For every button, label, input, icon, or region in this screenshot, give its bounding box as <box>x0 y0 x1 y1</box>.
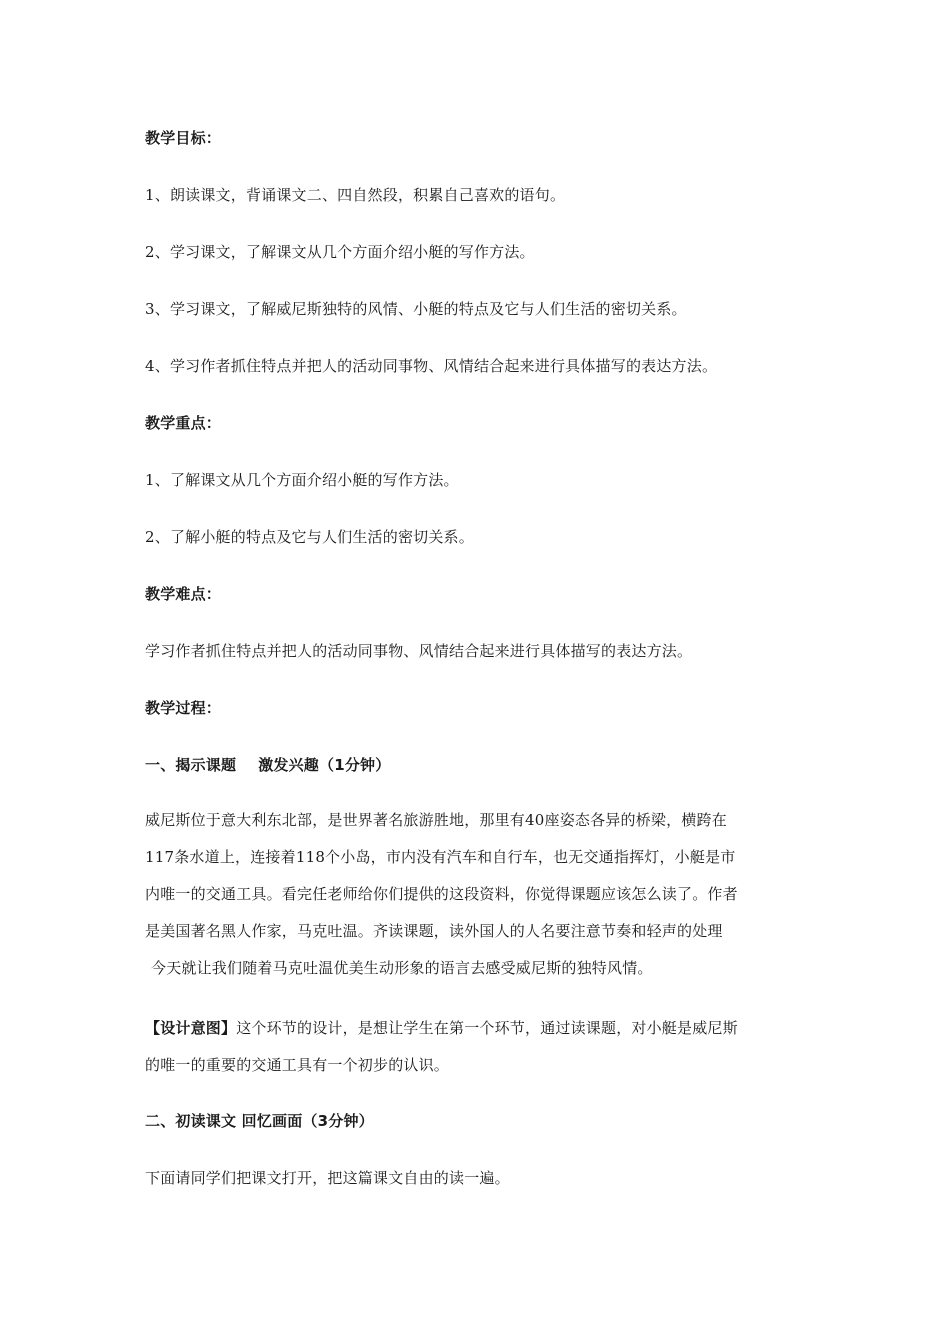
objective-item-3: 3、学习课文，了解威尼斯独特的风情、小艇的特点及它与人们生活的密切关系。 <box>145 300 687 318</box>
key-points-heading: 教学重点： <box>145 414 222 432</box>
section1-title <box>145 755 390 775</box>
objective-item-1: 1、朗读课文，背诵课文二、四自然段，积累自己喜欢的语句。 <box>145 186 566 204</box>
section1-title-part-b: 激发兴趣（1分钟） <box>258 756 391 774</box>
section1-title-part-a: 一、揭示课题 <box>145 756 237 774</box>
section2-title: 二、初读课文 回忆画面（3分钟） <box>145 1112 374 1130</box>
section2-text: 下面请同学们把课文打开，把这篇课文自由的读一遍。 <box>145 1169 510 1187</box>
key-point-item-1: 1、了解课文从几个方面介绍小艇的写作方法。 <box>145 471 459 489</box>
paragraph-line: 这个环节的设计，是想让学生在第一个环节，通过读课题，对小艇是威尼斯 <box>236 1019 738 1037</box>
paragraph-line: 117条水道上，连接着118个小岛，市内没有汽车和自行车，也无交通指挥灯，小艇是市 <box>145 848 736 866</box>
key-point-item-2: 2、了解小艇的特点及它与人们生活的密切关系。 <box>145 528 474 546</box>
paragraph-line: 的唯一的重要的交通工具有一个初步的认识。 <box>145 1056 450 1074</box>
difficulties-text: 学习作者抓住特点并把人的活动同事物、风情结合起来进行具体描写的表达方法。 <box>145 642 693 660</box>
paragraph-line: 是美国著名黑人作家，马克吐温。齐读课题，读外国人的人名要注意节奏和轻声的处理 <box>145 922 723 940</box>
design-intent-label: 【设计意图】 <box>145 1019 237 1037</box>
difficulties-heading: 教学难点： <box>145 585 222 603</box>
paragraph-line: 内唯一的交通工具。看完任老师给你们提供的这段资料，你觉得课题应该怎么读了。作者 <box>145 885 738 903</box>
objectives-heading: 教学目标： <box>145 129 222 147</box>
section1-paragraph <box>145 802 805 987</box>
objective-item-4: 4、学习作者抓住特点并把人的活动同事物、风情结合起来进行具体描写的表达方法。 <box>145 357 718 375</box>
design-intent-paragraph <box>145 1010 805 1084</box>
paragraph-line: 今天就让我们随着马克吐温优美生动形象的语言去感受威尼斯的独特风情。 <box>151 959 653 977</box>
objective-item-2: 2、学习课文，了解课文从几个方面介绍小艇的写作方法。 <box>145 243 535 261</box>
paragraph-line: 威尼斯位于意大利东北部，是世界著名旅游胜地，那里有40座姿态各异的桥梁，横跨在 <box>145 811 727 829</box>
process-heading: 教学过程： <box>145 699 222 717</box>
